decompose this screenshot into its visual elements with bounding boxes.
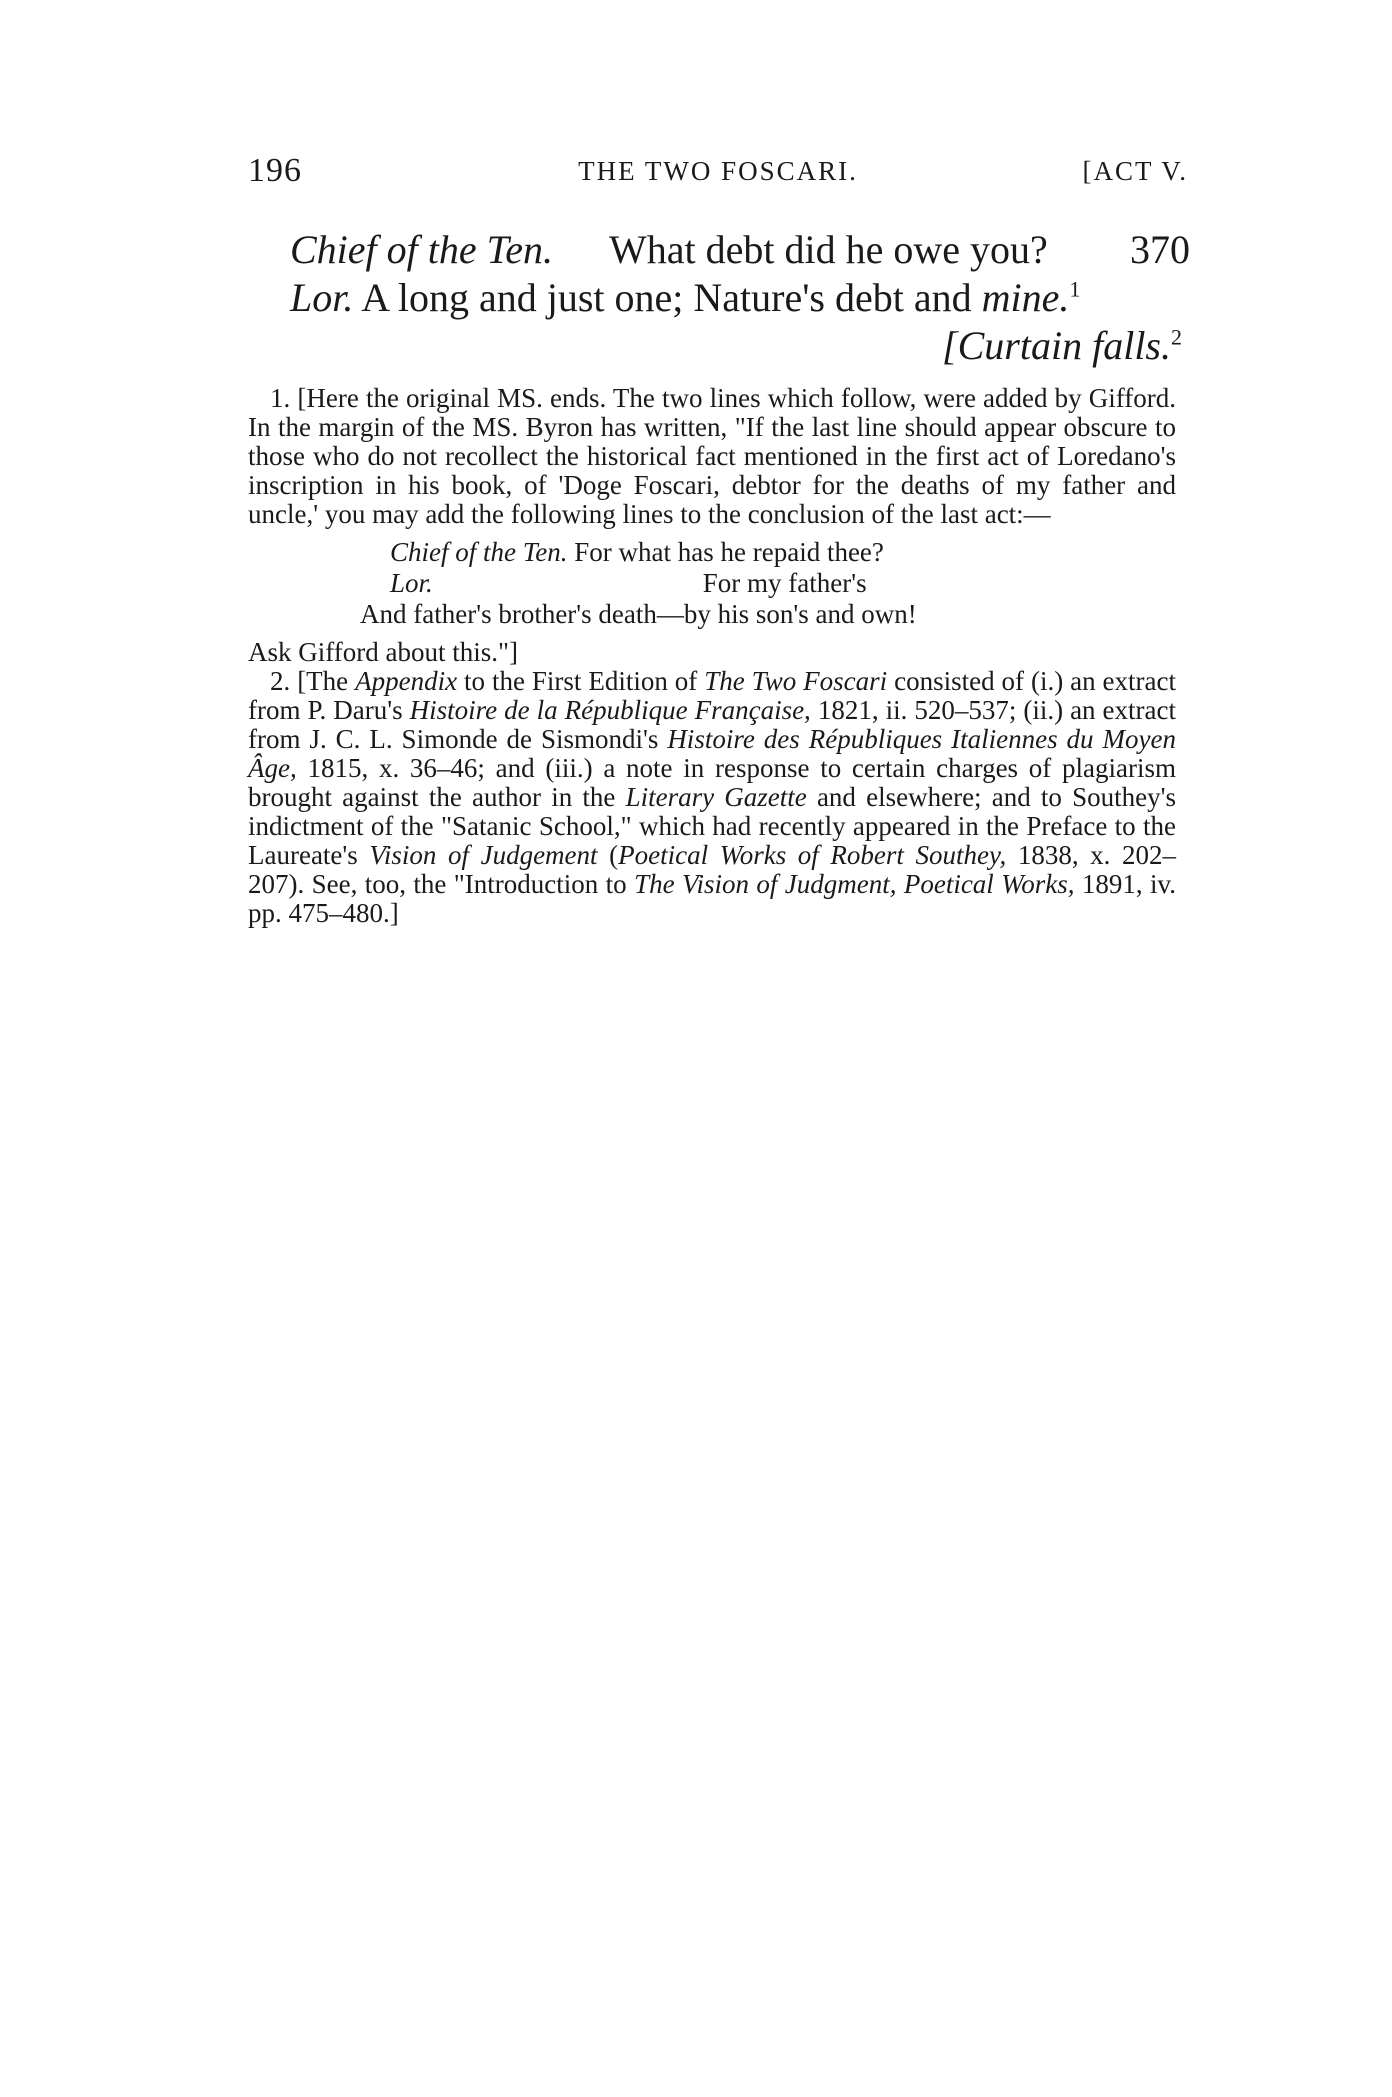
quote-line xyxy=(248,568,1176,599)
footnote-italic: Vision of Judgement xyxy=(369,840,598,870)
footnote-text: 2. [The xyxy=(270,666,356,696)
footnote-text: 1821, ii. 520–537; (ii.) an extract from J. C. L. Simonde de Sismondi's xyxy=(248,695,1176,754)
footnote-text: consisted of (i.) an extract from P. Daru's xyxy=(248,666,1176,725)
speech-text: A long and just one; Nature's debt and xyxy=(361,275,972,320)
footnote-ref: 2 xyxy=(1171,324,1182,350)
quoted-lines xyxy=(248,537,1176,630)
quote-text: For what has he repaid thee? xyxy=(574,537,884,567)
stage-direction-text: [Curtain falls. xyxy=(942,323,1171,368)
footnote-text: and elsewhere; and to Southey's indictment of the "Satanic School," which had recently appeared in the Preface to the Laureate's xyxy=(248,782,1176,870)
footnote-ref: 1 xyxy=(1069,276,1081,302)
footnote-1-closing: Ask Gifford about this."] xyxy=(248,637,518,667)
footnote-italic: The Vision of Judgment, Poetical Works, xyxy=(634,869,1075,899)
footnote-text: to the First Edition of xyxy=(457,666,705,696)
verse-line xyxy=(290,274,1190,322)
footnote-italic: Histoire des Républiques Italiennes du Moyen Âge, xyxy=(248,724,1176,783)
quote-line xyxy=(248,537,1176,568)
quote-text: For my father's xyxy=(702,568,867,598)
speaker-name: Lor. xyxy=(290,275,354,320)
line-number: 370 xyxy=(1130,227,1190,272)
footnote-italic: Poetical Works of Robert Southey, xyxy=(618,840,1007,870)
quote-speaker: Chief of the Ten. xyxy=(390,537,568,567)
speaker-name: Chief of the Ten. xyxy=(290,227,553,272)
footnote-text: ( xyxy=(597,840,619,870)
stage-direction xyxy=(290,322,1190,370)
verse-block xyxy=(290,226,1190,370)
speech-emphasis: mine. xyxy=(981,275,1070,320)
quote-line xyxy=(248,599,1176,630)
footnote-text: 1891, iv. pp. 475–480.] xyxy=(248,869,1176,928)
footnote-italic: The Two Foscari xyxy=(704,666,888,696)
act-label: [ACT V. xyxy=(1082,156,1188,186)
footnote-italic: Literary Gazette xyxy=(625,782,807,812)
footnote-2 xyxy=(248,667,1176,928)
footnote-text: 1815, x. 36–46; and (iii.) a note in response to certain charges of plagiarism brought against the author in the xyxy=(248,753,1176,812)
footnote-italic: Appendix xyxy=(355,666,458,696)
quote-speaker: Lor. xyxy=(390,568,433,598)
running-head xyxy=(248,152,1188,196)
page-title: THE TWO FOSCARI. xyxy=(578,156,858,186)
verse-line xyxy=(290,226,1190,274)
page-number: 196 xyxy=(248,152,302,189)
footnote-1: 1. [Here the original MS. ends. The two lines which follow, were added by Gifford. In the margin of the MS. Byron has written, "If the last line should appear obscure to those who do not recollect the historical fact mentioned in the first act of Loredano's inscription in his book, of 'Doge Foscari, debtor for the deaths of my father and uncle,' you may add the following lines to the conclusion of the last act:— xyxy=(248,383,1176,529)
footnote-text: 1838, x. 202–207). See, too, the "Introduction to xyxy=(248,840,1177,899)
footnotes xyxy=(248,384,1176,928)
quote-text: And father's brother's death—by his son's and own! xyxy=(360,599,917,629)
footnote-italic: Histoire de la République Française, xyxy=(409,695,811,725)
speech-text: What debt did he owe you? xyxy=(608,227,1048,272)
